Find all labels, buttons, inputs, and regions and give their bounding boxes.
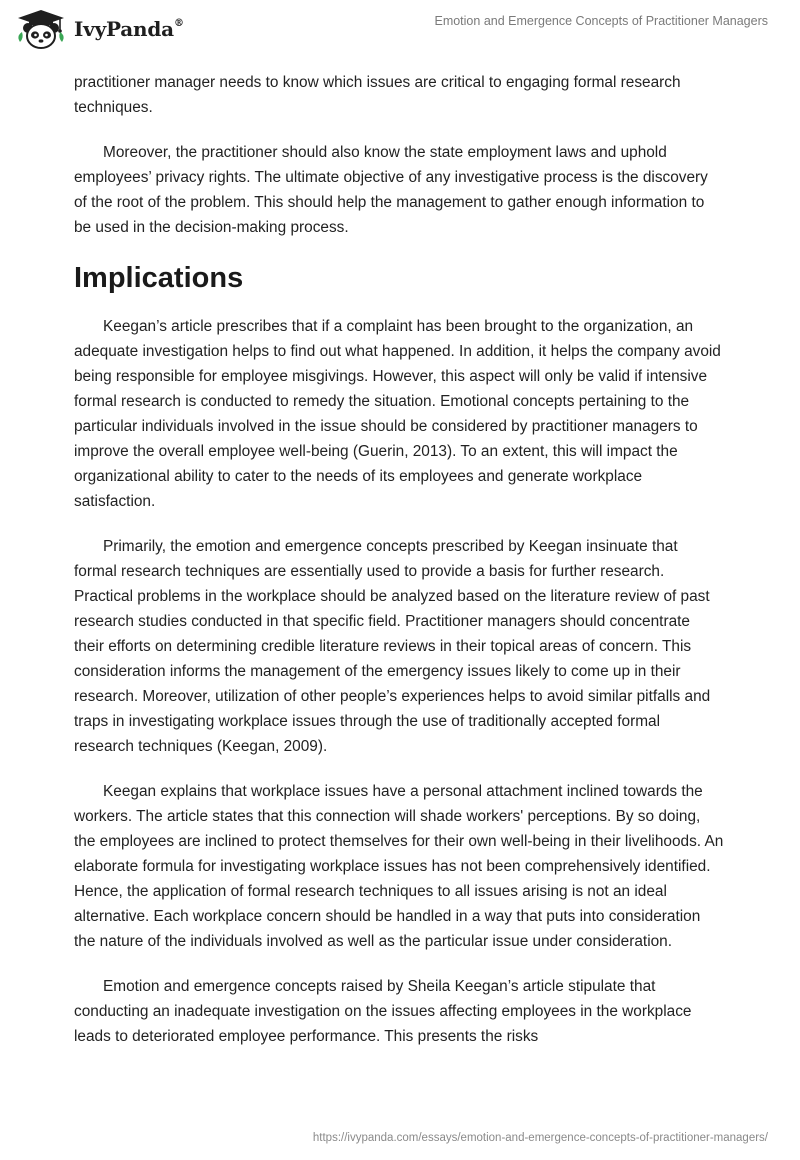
paragraph: Keegan explains that workplace issues have a personal attachment inclined towards the workers. The article states that this connection will shade workers' perceptions. By so doing, the employees are inclined to protect themselves for their own well-being in their livelihoods. An elaborate formula for investigating workplace issues has not been comprehensively identified. Hence, the application of formal research techniques to all issues arising is not an ideal alternative. Each workplace concern should be handled in a way that puts into consideration the nature of the individuals involved as well as the particular issue under consideration. bbox=[74, 783, 724, 950]
section-heading: Implications bbox=[74, 262, 244, 294]
paragraph: Moreover, the practitioner should also know the state employment laws and uphold employees’ privacy rights. The ultimate objective of any investigative process is the discovery of the root of the problem. This should help the management to gather enough information to be used in the decision-making process. bbox=[74, 144, 708, 236]
paragraph-continuation: practitioner manager needs to know which issues are critical to engaging formal research techniques. bbox=[74, 74, 681, 116]
paragraph: Keegan’s article prescribes that if a complaint has been brought to the organization, an adequate investigation helps to find out what happened. In addition, it helps the company avoid being responsible for employee misgivings. However, this aspect will only be valid if intensive formal research is conducted to remedy the situation. Emotional concepts pertaining to the particular individuals involved in the issue should be considered by practitioner managers to improve the overall employee well-being (Guerin, 2013). To an extent, this will impact the organizational ability to cater to the needs of its employees and generate workplace satisfaction. bbox=[74, 318, 721, 510]
logo-wordmark: IvyPanda® bbox=[74, 17, 184, 41]
essay-body bbox=[74, 70, 724, 1069]
site-logo[interactable] bbox=[14, 8, 184, 50]
paragraph: Emotion and emergence concepts raised by Sheila Keegan’s article stipulate that conducting an inadequate investigation on the issues affecting employees in the workplace leads to deteriorated employee performance. This presents the risks bbox=[74, 978, 692, 1045]
source-url[interactable]: https://ivypanda.com/essays/emotion-and-emergence-concepts-of-practitioner-managers/ bbox=[312, 1132, 768, 1144]
document-title: Emotion and Emergence Concepts of Practitioner Managers bbox=[434, 14, 768, 28]
panda-graduate-icon bbox=[14, 8, 68, 50]
page-header bbox=[0, 0, 800, 64]
paragraph: Primarily, the emotion and emergence concepts prescribed by Keegan insinuate that formal research techniques are essentially used to provide a basis for further research. Practical problems in the workplace should be analyzed based on the literature review of past research studies conducted in that specific field. Practitioner managers should concentrate their efforts on determining credible literature reviews in their topical areas of concern. This consideration informs the management of the emergency issues likely to come up in their research. Moreover, utilization of other people’s experiences helps to avoid similar pitfalls and traps in investigating workplace issues through the use of traditionally accepted formal research techniques (Keegan, 2009). bbox=[74, 538, 711, 755]
